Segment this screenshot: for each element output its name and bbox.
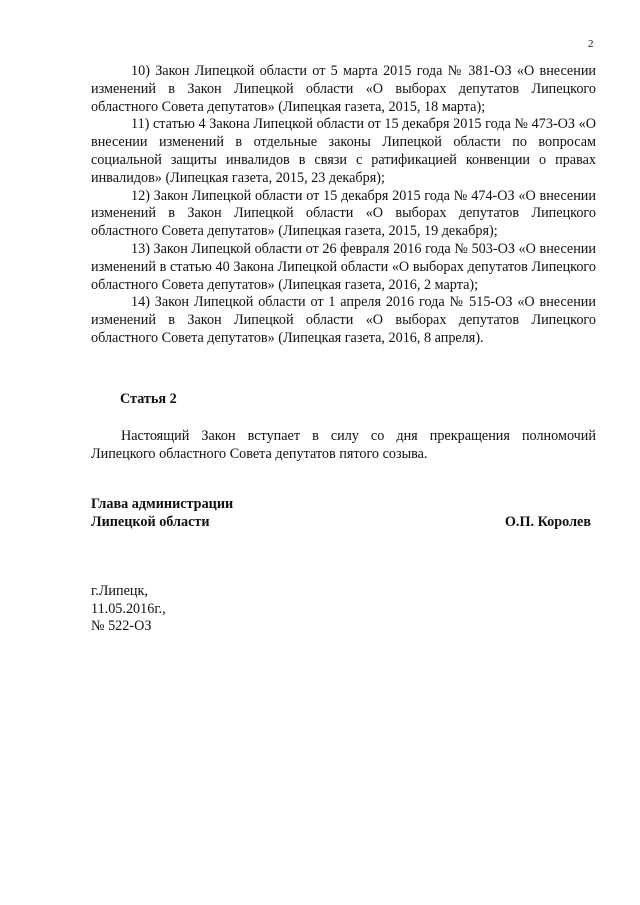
law-item-13: 13) Закон Липецкой области от 26 февраля 2016 года № 503-ОЗ «О внесении изменений в статью 40 Закона Липецкой области «О выборах депутатов Липецкого областного Совета депутатов» (Липецкая газета, 2016, 2 марта); — [91, 240, 596, 293]
article-2-text: Настоящий Закон вступает в силу со дня прекращения полномочий Липецкого областного Совета депутатов пятого созыва. — [91, 428, 596, 462]
law-item-10: 10) Закон Липецкой области от 5 марта 2015 года № 381-ОЗ «О внесении изменений в Закон Липецкой области «О выборах депутатов Липецкого областного Совета депутатов» (Липецкая газета, 2015, 18 марта); — [91, 63, 596, 115]
signature-title-line1: Глава администрации — [91, 496, 234, 512]
signature-row — [91, 513, 591, 531]
signatory-name: О.П. Королев — [504, 514, 591, 530]
signature-title-line2: Липецкой области — [91, 514, 210, 530]
law-item-12: 12) Закон Липецкой области от 15 декабря 2015 года № 474-ОЗ «О внесении изменений в Закон Липецкой области «О выборах депутатов Липецкого областного Совета депутатов» (Липецкая газета, 2015, 19 декабря); — [91, 187, 596, 240]
article-2-body — [91, 428, 596, 464]
place: г.Липецк, — [91, 583, 148, 599]
law-number: № 522-ОЗ — [91, 618, 152, 635]
law-items-list — [91, 63, 596, 348]
date: 11.05.2016г., — [91, 600, 166, 617]
article-2-title: Статья 2 — [120, 391, 177, 407]
signature-block — [91, 495, 591, 531]
law-item-14: 14) Закон Липецкой области от 1 апреля 2016 года № 515-ОЗ «О внесении изменений в Закон Липецкой области «О выборах депутатов Липецкого областного Совета депутатов» (Липецкая газета, 2016, 8 апреля). — [91, 294, 596, 346]
page-number: 2 — [588, 38, 594, 50]
law-item-11: 11) статью 4 Закона Липецкой области от 15 декабря 2015 года № 473-ОЗ «О внесении изменений в отдельные законы Липецкой области по вопросам социальной защиты инвалидов в связи с ратификацией конвенции о правах инвалидов» (Липецкая газета, 2015, 23 декабря); — [91, 116, 596, 186]
place-date-block — [91, 583, 166, 636]
